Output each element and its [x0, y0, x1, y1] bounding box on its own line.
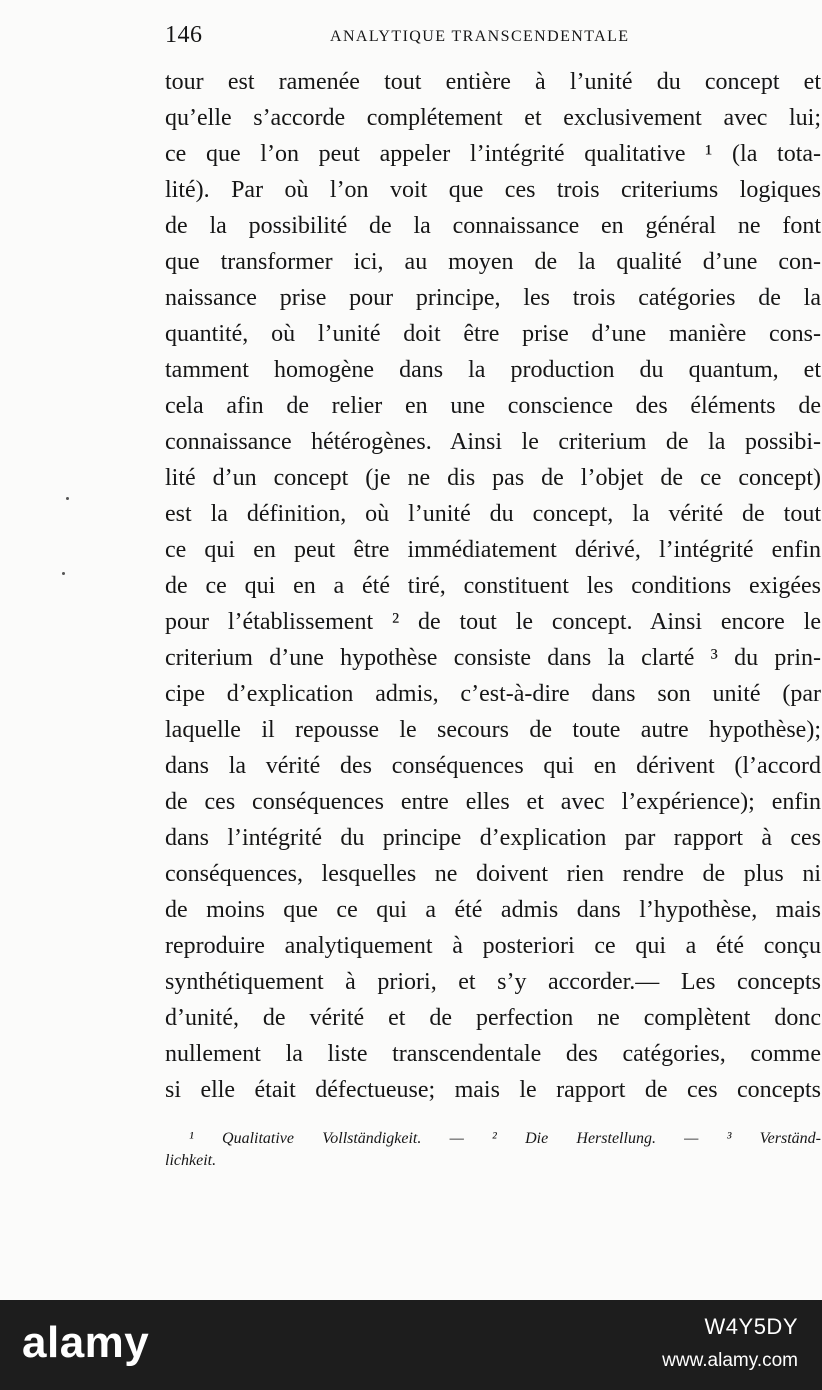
text-line: si elle était défectueuse; mais le rapport de ces concepts — [165, 1077, 821, 1103]
text-line: cela afin de relier en une conscience des éléments de — [165, 393, 821, 419]
text-line: tamment homogène dans la production du quantum, et — [165, 357, 821, 383]
running-head: ANALYTIQUE TRANSCENDENTALE — [330, 28, 630, 45]
text-line: naissance prise pour principe, les trois catégories de la — [165, 285, 821, 311]
text-line: qu’elle s’accorde complétement et exclusivement avec lui; — [165, 105, 821, 131]
stock-watermark-banner — [0, 1300, 822, 1390]
text-line: d’unité, de vérité et de perfection ne complètent donc — [165, 1005, 821, 1031]
text-line: de ce qui en a été tiré, constituent les conditions exigées — [165, 573, 821, 599]
footnote-line: ¹ Qualitative Vollständigkeit. — ² Die Herstellung. — ³ Verständ- — [189, 1130, 821, 1147]
text-line: ce que l’on peut appeler l’intégrité qualitative ¹ (la tota- — [165, 141, 821, 167]
image-id: W4Y5DY — [704, 1314, 798, 1339]
text-line: lité). Par où l’on voit que ces trois criteriums logiques — [165, 177, 821, 203]
site-url: www.alamy.com — [662, 1350, 798, 1371]
scan-speck — [66, 497, 69, 500]
text-line: quantité, où l’unité doit être prise d’une manière cons- — [165, 321, 821, 347]
text-line: cipe d’explication admis, c’est-à-dire dans son unité (par — [165, 681, 821, 707]
text-line: nullement la liste transcendentale des catégories, comme — [165, 1041, 821, 1067]
page-header — [165, 22, 821, 52]
text-line: est la définition, où l’unité du concept, la vérité de tout — [165, 501, 821, 527]
text-line: de moins que ce qui a été admis dans l’hypothèse, mais — [165, 897, 821, 923]
text-line: dans l’intégrité du principe d’explication par rapport à ces — [165, 825, 821, 851]
brand-logo: alamy — [22, 1318, 150, 1367]
page-number: 146 — [165, 22, 203, 48]
text-line: criterium d’une hypothèse consiste dans la clarté ³ du prin- — [165, 645, 821, 671]
text-line: reproduire analytiquement à posteriori ce qui a été conçu — [165, 933, 821, 959]
text-line: que transformer ici, au moyen de la qualité d’une con- — [165, 249, 821, 275]
text-line: dans la vérité des conséquences qui en dérivent (l’accord — [165, 753, 821, 779]
body-text — [165, 64, 821, 1108]
scan-speck — [62, 572, 65, 575]
text-line: de la possibilité de la connaissance en général ne font — [165, 213, 821, 239]
text-line: connaissance hétérogènes. Ainsi le criterium de la possibi- — [165, 429, 821, 455]
text-line: lité d’un concept (je ne dis pas de l’objet de ce concept) — [165, 465, 821, 491]
text-line: ce qui en peut être immédiatement dérivé, l’intégrité enfin — [165, 537, 821, 563]
footnote-line: lichkeit. — [165, 1152, 217, 1169]
text-line: pour l’établissement ² de tout le concept. Ainsi encore le — [165, 609, 821, 635]
text-line: laquelle il repousse le secours de toute autre hypothèse); — [165, 717, 821, 743]
text-line: synthétiquement à priori, et s’y accorder.— Les concepts — [165, 969, 821, 995]
footnotes — [165, 1128, 821, 1172]
text-line: de ces conséquences entre elles et avec l’expérience); enfin — [165, 789, 821, 815]
text-line: conséquences, lesquelles ne doivent rien rendre de plus ni — [165, 861, 821, 887]
text-line: tour est ramenée tout entière à l’unité du concept et — [165, 69, 821, 95]
